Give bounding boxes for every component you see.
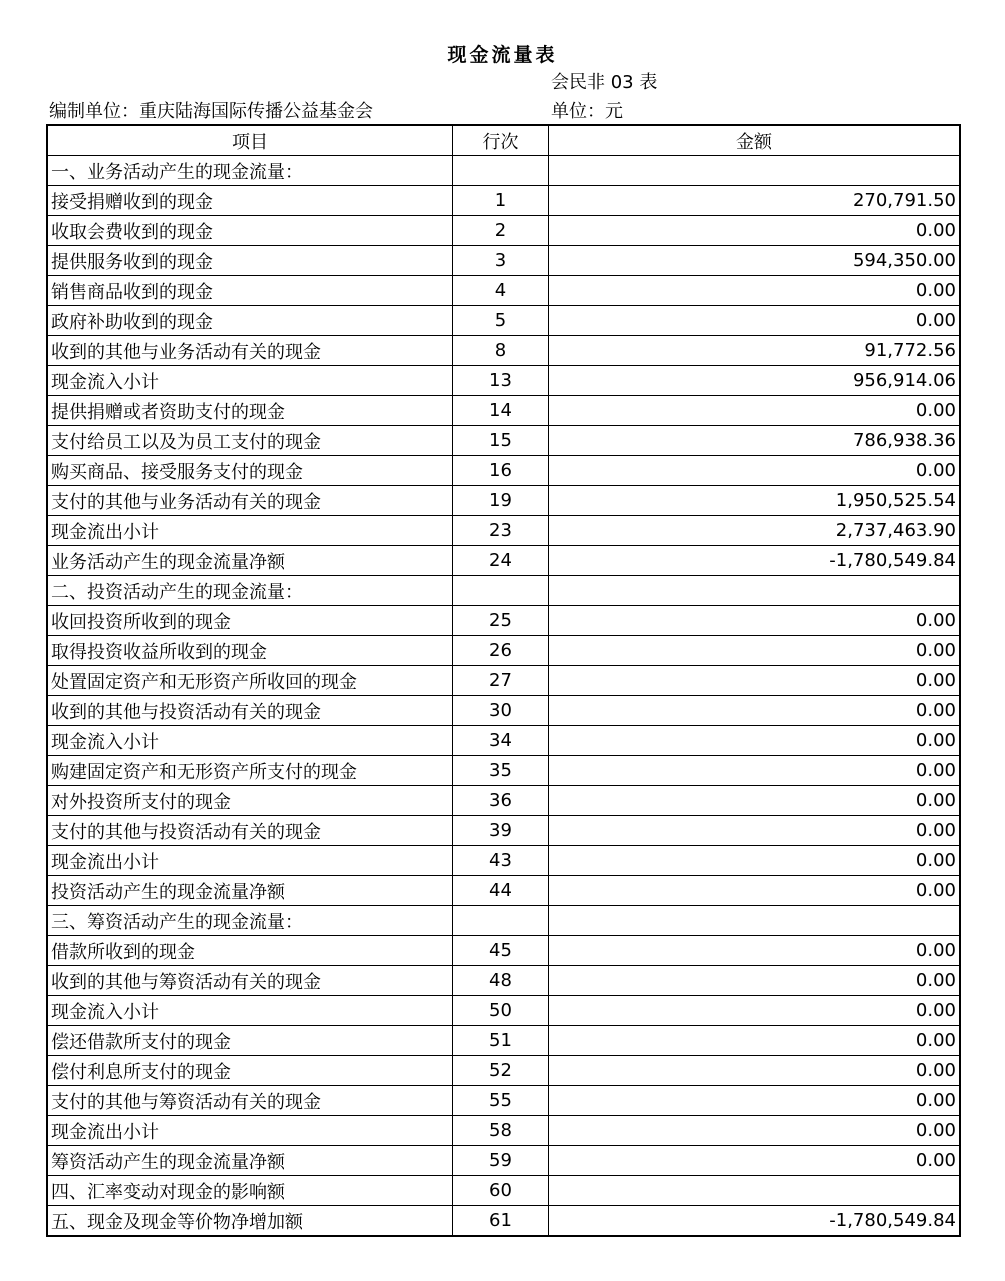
row-item-cell: 收取会费收到的现金 — [47, 216, 453, 246]
row-amount-cell: 0.00 — [549, 696, 961, 726]
row-item-cell: 收到的其他与投资活动有关的现金 — [47, 696, 453, 726]
row-amount-cell: -1,780,549.84 — [549, 1206, 961, 1237]
row-item-cell: 支付给员工以及为员工支付的现金 — [47, 426, 453, 456]
unit-label: 单位：元 — [551, 101, 623, 122]
row-amount-cell: 786,938.36 — [549, 426, 961, 456]
row-amount-cell: 956,914.06 — [549, 366, 961, 396]
row-number-cell: 35 — [453, 756, 549, 786]
table-row — [47, 246, 960, 276]
row-item-cell: 政府补助收到的现金 — [47, 306, 453, 336]
row-amount-cell — [549, 906, 961, 936]
row-number-cell: 39 — [453, 816, 549, 846]
row-number-cell: 48 — [453, 966, 549, 996]
row-item-cell: 支付的其他与业务活动有关的现金 — [47, 486, 453, 516]
row-number-cell: 25 — [453, 606, 549, 636]
row-amount-cell: 0.00 — [549, 726, 961, 756]
row-item-cell: 一、业务活动产生的现金流量： — [47, 156, 453, 186]
row-item-cell: 提供服务收到的现金 — [47, 246, 453, 276]
row-item-cell: 支付的其他与筹资活动有关的现金 — [47, 1086, 453, 1116]
row-amount-cell: 270,791.50 — [549, 186, 961, 216]
column-header-row-number: 行次 — [453, 125, 549, 156]
row-amount-cell: 0.00 — [549, 936, 961, 966]
page-title: 现金流量表 — [447, 44, 558, 66]
table-row — [47, 846, 960, 876]
table-row — [47, 456, 960, 486]
column-header-amount: 金额 — [549, 125, 961, 156]
row-item-cell: 五、现金及现金等价物净增加额 — [47, 1206, 453, 1237]
row-number-cell: 44 — [453, 876, 549, 906]
row-amount-cell: 0.00 — [549, 396, 961, 426]
row-number-cell: 61 — [453, 1206, 549, 1237]
row-number-cell: 30 — [453, 696, 549, 726]
row-number-cell: 51 — [453, 1026, 549, 1056]
table-row — [47, 816, 960, 846]
table-row — [47, 426, 960, 456]
table-row — [47, 906, 960, 936]
row-item-cell: 借款所收到的现金 — [47, 936, 453, 966]
row-number-cell: 26 — [453, 636, 549, 666]
row-item-cell: 四、汇率变动对现金的影响额 — [47, 1176, 453, 1206]
row-item-cell: 现金流出小计 — [47, 1116, 453, 1146]
table-row — [47, 486, 960, 516]
row-amount-cell: 0.00 — [549, 216, 961, 246]
row-amount-cell: 0.00 — [549, 1146, 961, 1176]
row-number-cell: 2 — [453, 216, 549, 246]
row-amount-cell: 1,950,525.54 — [549, 486, 961, 516]
organization-label: 编制单位：重庆陆海国际传播公益基金会 — [49, 101, 373, 122]
table-row — [47, 876, 960, 906]
row-number-cell: 60 — [453, 1176, 549, 1206]
column-header-item: 项目 — [47, 125, 453, 156]
row-amount-cell: 0.00 — [549, 276, 961, 306]
row-item-cell: 筹资活动产生的现金流量净额 — [47, 1146, 453, 1176]
row-amount-cell: 91,772.56 — [549, 336, 961, 366]
row-amount-cell — [549, 1176, 961, 1206]
table-row — [47, 1146, 960, 1176]
row-number-cell: 36 — [453, 786, 549, 816]
row-number-cell: 27 — [453, 666, 549, 696]
row-amount-cell — [549, 156, 961, 186]
row-item-cell: 业务活动产生的现金流量净额 — [47, 546, 453, 576]
row-number-cell: 14 — [453, 396, 549, 426]
row-number-cell: 43 — [453, 846, 549, 876]
table-row — [47, 366, 960, 396]
row-item-cell: 收回投资所收到的现金 — [47, 606, 453, 636]
row-item-cell: 支付的其他与投资活动有关的现金 — [47, 816, 453, 846]
row-amount-cell: 0.00 — [549, 1056, 961, 1086]
row-number-cell: 59 — [453, 1146, 549, 1176]
table-body — [47, 156, 960, 1237]
row-number-cell: 15 — [453, 426, 549, 456]
row-number-cell: 23 — [453, 516, 549, 546]
table-row — [47, 1176, 960, 1206]
row-amount-cell: 0.00 — [549, 756, 961, 786]
row-number-cell: 24 — [453, 546, 549, 576]
row-item-cell: 销售商品收到的现金 — [47, 276, 453, 306]
table-row — [47, 216, 960, 246]
row-item-cell: 对外投资所支付的现金 — [47, 786, 453, 816]
row-item-cell: 三、筹资活动产生的现金流量： — [47, 906, 453, 936]
row-amount-cell: 0.00 — [549, 1026, 961, 1056]
row-number-cell: 52 — [453, 1056, 549, 1086]
table-row — [47, 516, 960, 546]
table-row — [47, 396, 960, 426]
row-item-cell: 现金流入小计 — [47, 366, 453, 396]
table-row — [47, 996, 960, 1026]
row-amount-cell: -1,780,549.84 — [549, 546, 961, 576]
row-amount-cell: 0.00 — [549, 1116, 961, 1146]
table-row — [47, 756, 960, 786]
table-row — [47, 786, 960, 816]
row-item-cell: 收到的其他与筹资活动有关的现金 — [47, 966, 453, 996]
table-row — [47, 186, 960, 216]
row-item-cell: 投资活动产生的现金流量净额 — [47, 876, 453, 906]
row-amount-cell: 0.00 — [549, 306, 961, 336]
table-row — [47, 1026, 960, 1056]
row-item-cell: 偿付利息所支付的现金 — [47, 1056, 453, 1086]
table-row — [47, 1206, 960, 1237]
row-amount-cell — [549, 576, 961, 606]
row-amount-cell: 0.00 — [549, 996, 961, 1026]
row-number-cell: 34 — [453, 726, 549, 756]
row-number-cell — [453, 576, 549, 606]
table-row — [47, 336, 960, 366]
row-item-cell: 现金流出小计 — [47, 846, 453, 876]
table-row — [47, 546, 960, 576]
table-row — [47, 576, 960, 606]
row-number-cell: 3 — [453, 246, 549, 276]
row-item-cell: 购买商品、接受服务支付的现金 — [47, 456, 453, 486]
row-number-cell — [453, 156, 549, 186]
row-amount-cell: 0.00 — [549, 666, 961, 696]
row-item-cell: 接受捐赠收到的现金 — [47, 186, 453, 216]
row-amount-cell: 0.00 — [549, 876, 961, 906]
row-number-cell: 45 — [453, 936, 549, 966]
row-amount-cell: 0.00 — [549, 846, 961, 876]
row-item-cell: 购建固定资产和无形资产所支付的现金 — [47, 756, 453, 786]
row-item-cell: 二、投资活动产生的现金流量： — [47, 576, 453, 606]
table-row — [47, 306, 960, 336]
row-amount-cell: 0.00 — [549, 606, 961, 636]
row-item-cell: 现金流入小计 — [47, 726, 453, 756]
row-number-cell: 19 — [453, 486, 549, 516]
table-row — [47, 726, 960, 756]
row-item-cell: 现金流入小计 — [47, 996, 453, 1026]
row-item-cell: 处置固定资产和无形资产所收回的现金 — [47, 666, 453, 696]
table-row — [47, 636, 960, 666]
table-row — [47, 1086, 960, 1116]
table-row — [47, 966, 960, 996]
row-number-cell: 5 — [453, 306, 549, 336]
row-number-cell: 13 — [453, 366, 549, 396]
cash-flow-table — [46, 124, 961, 1237]
table-row — [47, 156, 960, 186]
row-number-cell: 4 — [453, 276, 549, 306]
table-row — [47, 606, 960, 636]
table-row — [47, 936, 960, 966]
row-amount-cell: 0.00 — [549, 786, 961, 816]
row-amount-cell: 0.00 — [549, 816, 961, 846]
row-number-cell: 58 — [453, 1116, 549, 1146]
table-row — [47, 696, 960, 726]
row-number-cell: 8 — [453, 336, 549, 366]
row-amount-cell: 0.00 — [549, 966, 961, 996]
row-amount-cell: 594,350.00 — [549, 246, 961, 276]
table-row — [47, 1056, 960, 1086]
row-amount-cell: 0.00 — [549, 456, 961, 486]
row-item-cell: 取得投资收益所收到的现金 — [47, 636, 453, 666]
row-item-cell: 提供捐赠或者资助支付的现金 — [47, 396, 453, 426]
form-number: 会民非 03 表 — [551, 72, 658, 93]
row-number-cell: 50 — [453, 996, 549, 1026]
row-number-cell — [453, 906, 549, 936]
table-row — [47, 1116, 960, 1146]
table-header-row — [47, 125, 960, 156]
row-amount-cell: 0.00 — [549, 636, 961, 666]
row-item-cell: 偿还借款所支付的现金 — [47, 1026, 453, 1056]
table-row — [47, 666, 960, 696]
row-item-cell: 现金流出小计 — [47, 516, 453, 546]
row-number-cell: 16 — [453, 456, 549, 486]
row-amount-cell: 2,737,463.90 — [549, 516, 961, 546]
table-row — [47, 276, 960, 306]
row-item-cell: 收到的其他与业务活动有关的现金 — [47, 336, 453, 366]
row-number-cell: 55 — [453, 1086, 549, 1116]
row-amount-cell: 0.00 — [549, 1086, 961, 1116]
row-number-cell: 1 — [453, 186, 549, 216]
